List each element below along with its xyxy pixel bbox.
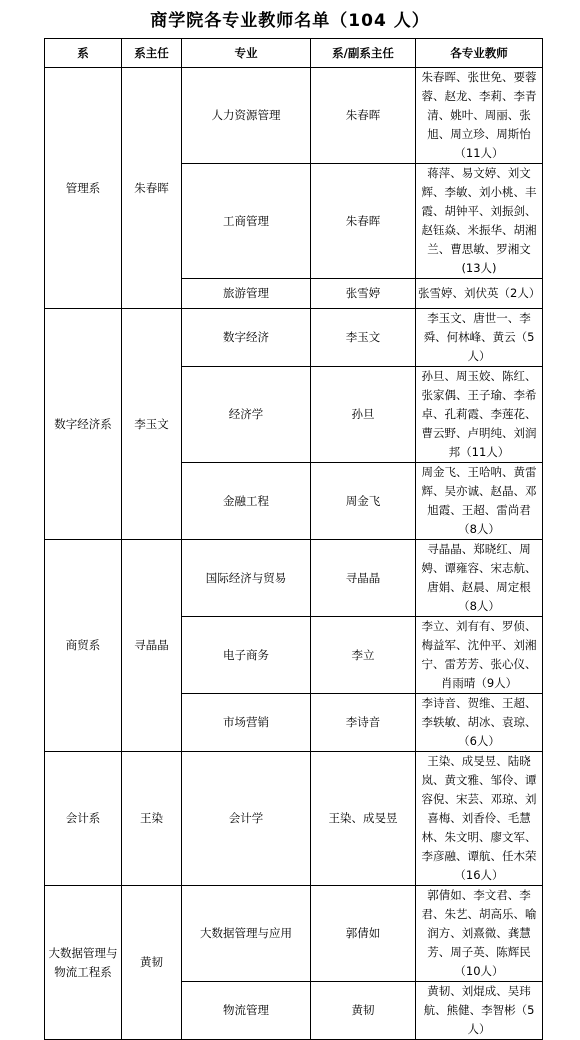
table-row [45, 68, 543, 164]
header-row [45, 39, 543, 68]
teachers-cell: 李诗音、贺维、王超、李轶敏、胡冰、袁琼、（6人） [416, 694, 543, 752]
major-head-cell: 寻晶晶 [311, 540, 416, 617]
major-cell: 市场营销 [182, 694, 311, 752]
department-chair-cell: 朱春晖 [122, 68, 182, 309]
faculty-roster-table [44, 38, 543, 1040]
department-chair-cell: 黄韧 [122, 886, 182, 1040]
table-row [45, 886, 543, 982]
major-head-cell: 王染、成旻昱 [311, 752, 416, 886]
teachers-cell: 朱春晖、张世免、要蓉蓉、赵龙、李莉、李青清、姚叶、周丽、张旭、周立珍、周斯怡（11人） [416, 68, 543, 164]
teachers-cell: 李玉文、唐世一、李舜、何林峰、黄云（5人） [416, 309, 543, 367]
major-cell: 物流管理 [182, 982, 311, 1040]
major-cell: 电子商务 [182, 617, 311, 694]
major-head-cell: 周金飞 [311, 463, 416, 540]
major-cell: 大数据管理与应用 [182, 886, 311, 982]
major-cell: 工商管理 [182, 164, 311, 279]
department-chair-cell: 寻晶晶 [122, 540, 182, 752]
header-cell-teachers: 各专业教师 [416, 39, 543, 68]
table-row [45, 752, 543, 886]
table-row [45, 309, 543, 367]
document-title: 商学院各专业教师名单（104 人） [150, 11, 430, 31]
teachers-cell: 蒋萍、易文婷、刘文辉、李敏、刘小桃、丰霞、胡钟平、刘振剑、赵钰焱、米振华、胡湘兰、曹思敏、罗湘文(13人) [416, 164, 543, 279]
table-row [45, 540, 543, 617]
major-cell: 会计学 [182, 752, 311, 886]
major-head-cell: 朱春晖 [311, 68, 416, 164]
teachers-cell: 黄韧、刘焜成、吴玮航、熊健、李智彬（5人） [416, 982, 543, 1040]
teachers-cell: 寻晶晶、郑晓红、周娉、谭雍容、宋志航、唐娟、赵晨、周定根（8人） [416, 540, 543, 617]
teachers-cell: 王染、成旻昱、陆晓岚、黄文雅、邹伶、谭容倪、宋芸、邓琼、刘喜梅、刘香伶、毛慧林、朱文明、廖文军、李彦融、谭航、任木荣（16人） [416, 752, 543, 886]
major-cell: 经济学 [182, 367, 311, 463]
department-chair-cell: 李玉文 [122, 309, 182, 540]
major-cell: 旅游管理 [182, 279, 311, 309]
department-name-cell: 会计系 [45, 752, 122, 886]
major-cell: 人力资源管理 [182, 68, 311, 164]
department-name-cell: 管理系 [45, 68, 122, 309]
department-name-cell: 商贸系 [45, 540, 122, 752]
department-name-cell: 大数据管理与物流工程系 [45, 886, 122, 1040]
major-head-cell: 孙旦 [311, 367, 416, 463]
department-chair-cell: 王染 [122, 752, 182, 886]
major-cell: 国际经济与贸易 [182, 540, 311, 617]
teachers-cell: 张雪婷、刘伏英（2人） [416, 279, 543, 309]
major-head-cell: 李玉文 [311, 309, 416, 367]
major-head-cell: 朱春晖 [311, 164, 416, 279]
header-cell-department: 系 [45, 39, 122, 68]
header-cell-major: 专业 [182, 39, 311, 68]
department-name-cell: 数字经济系 [45, 309, 122, 540]
major-cell: 数字经济 [182, 309, 311, 367]
teachers-cell: 郭倩如、李文君、李君、朱艺、胡高乐、喻润方、刘熹微、龚慧芳、周子英、陈辉民（10人） [416, 886, 543, 982]
roster-body [45, 39, 543, 1040]
teachers-cell: 李立、刘有有、罗侦、梅益军、沈仲平、刘湘宁、雷芳芳、张心仪、肖雨晴（9人） [416, 617, 543, 694]
header-cell-chair: 系主任 [122, 39, 182, 68]
major-head-cell: 黄韧 [311, 982, 416, 1040]
teachers-cell: 孙旦、周玉姣、陈红、张家偶、王子瑜、李希卓、孔莉霞、李莲花、曹云野、卢明纯、刘润邦（11人） [416, 367, 543, 463]
teachers-cell: 周金飞、王哈呐、黄雷辉、吴亦诚、赵晶、邓旭霞、王超、雷尚君（8人） [416, 463, 543, 540]
major-cell: 金融工程 [182, 463, 311, 540]
major-head-cell: 李诗音 [311, 694, 416, 752]
header-cell-major-head: 系/副系主任 [311, 39, 416, 68]
major-head-cell: 张雪婷 [311, 279, 416, 309]
major-head-cell: 郭倩如 [311, 886, 416, 982]
major-head-cell: 李立 [311, 617, 416, 694]
